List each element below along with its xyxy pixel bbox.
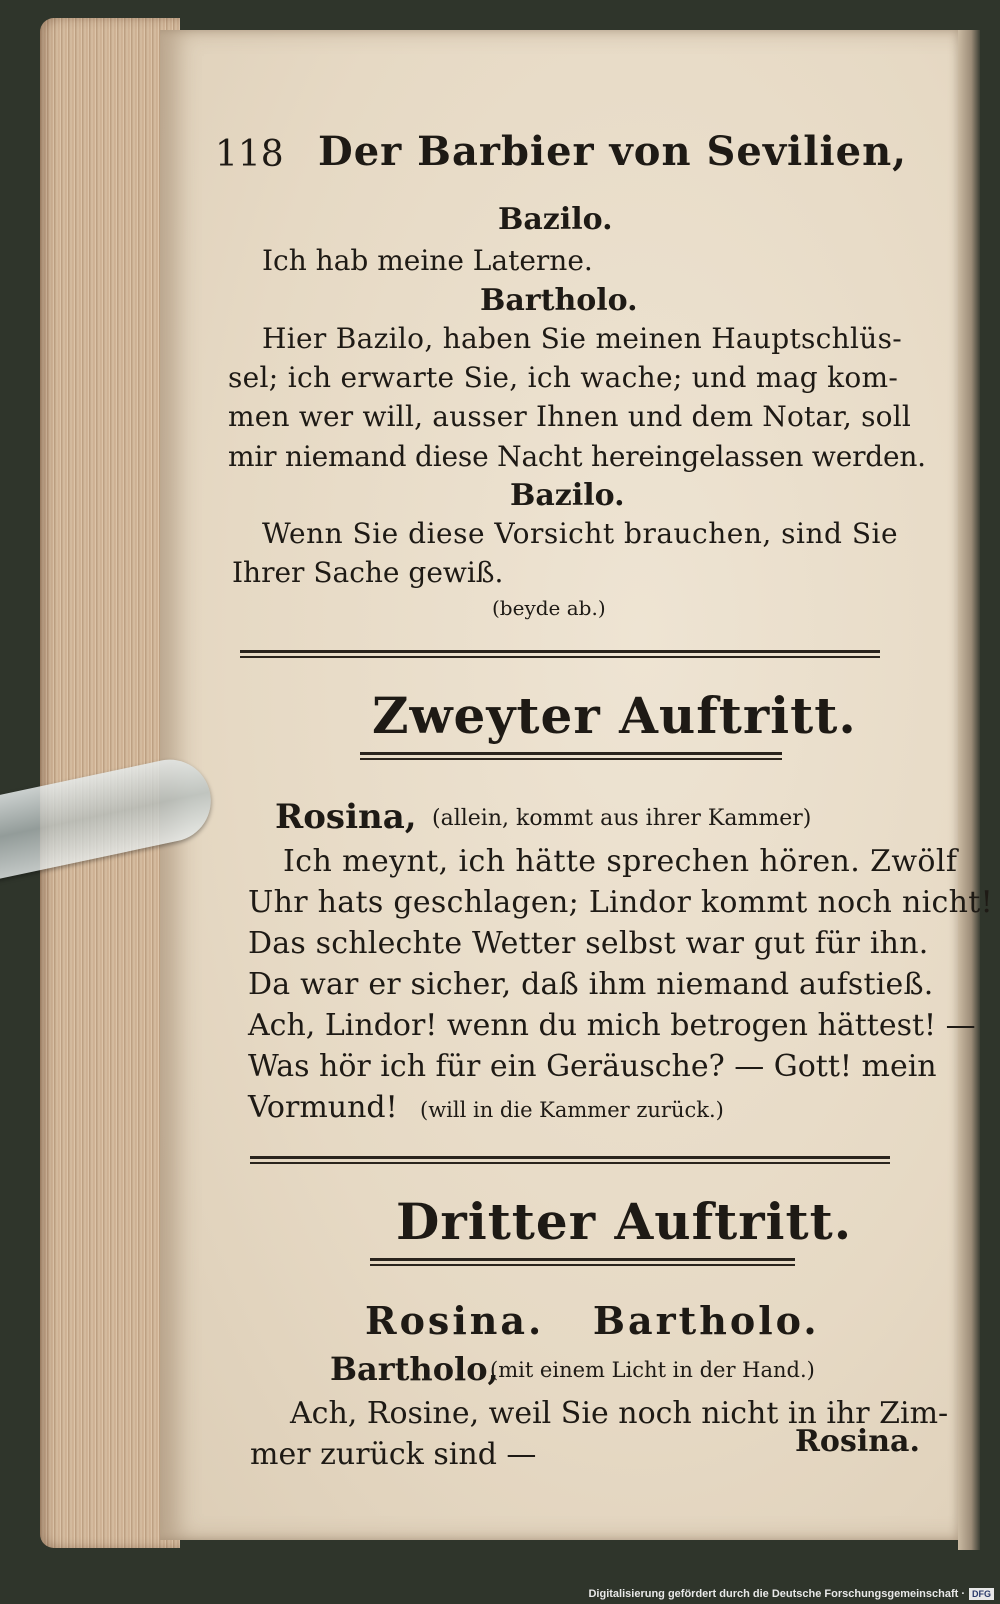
stage-direction: (will in die Kammer zurück.) [420,1098,724,1122]
text-line: mir niemand diese Nacht hereingelassen werden. [228,440,926,473]
text-line: mer zurück sind — [250,1437,537,1472]
footer-text: Digitalisierung gefördert durch die Deutsche Forschungsgemeinschaft · [588,1588,965,1600]
text-line: Ich hab meine Laterne. [262,244,593,277]
running-title: Der Barbier von Sevilien, [318,128,908,175]
dfg-logo: DFG [969,1588,994,1600]
scene-divider [250,1156,890,1164]
text-line: Wenn Sie diese Vorsicht brauchen, sind Sie [262,517,899,550]
text-line: Das schlechte Wetter selbst war gut für ihn. [248,926,929,961]
speaker-rosina: Rosina. [795,1424,920,1459]
scene-divider [240,650,880,658]
speaker-bartholo: Bartholo. [480,283,638,318]
text-line: Ich meynt, ich hätte sprechen hören. Zwölf [283,844,958,879]
speaker-rosina: Rosina, [275,797,417,837]
footer [588,1588,994,1600]
text-line: Da war er sicher, daß ihm niemand aufstieß. [248,967,934,1002]
scene-heading: Dritter Auftritt. [396,1192,853,1251]
binding-edge [958,30,980,1550]
speaker-bazilo: Bazilo. [510,478,625,513]
text-line: Ihrer Sache gewiß. [232,556,504,589]
heading-underline [360,752,782,760]
text-line: Uhr hats geschlagen; Lindor kommt noch nicht! [248,885,993,920]
text-line: Vormund! [248,1090,398,1125]
stage-direction: (allein, kommt aus ihrer Kammer) [432,806,812,831]
heading-underline [370,1258,795,1266]
scene-heading: Zweyter Auftritt. [372,686,857,745]
text-line: Ach, Rosine, weil Sie noch nicht in ihr Zim- [290,1396,949,1431]
character-list: Rosina. Bartholo. [365,1298,820,1343]
text-line: sel; ich erwarte Sie, ich wache; und mag kom- [228,361,899,394]
text-line: men wer will, ausser Ihnen und dem Notar, soll [228,400,912,433]
text-line: Hier Bazilo, haben Sie meinen Hauptschlüs- [262,322,903,355]
text-line: Ach, Lindor! wenn du mich betrogen hättest! — [248,1008,976,1043]
speaker-bazilo: Bazilo. [498,202,613,237]
stage-direction: (beyde ab.) [492,596,606,620]
speaker-bartholo: Bartholo, [330,1350,499,1388]
page-number: 118 [215,134,284,175]
stage-direction: (mit einem Licht in der Hand.) [490,1358,815,1382]
text-line: Was hör ich für ein Geräusche? — Gott! mein [248,1049,937,1084]
